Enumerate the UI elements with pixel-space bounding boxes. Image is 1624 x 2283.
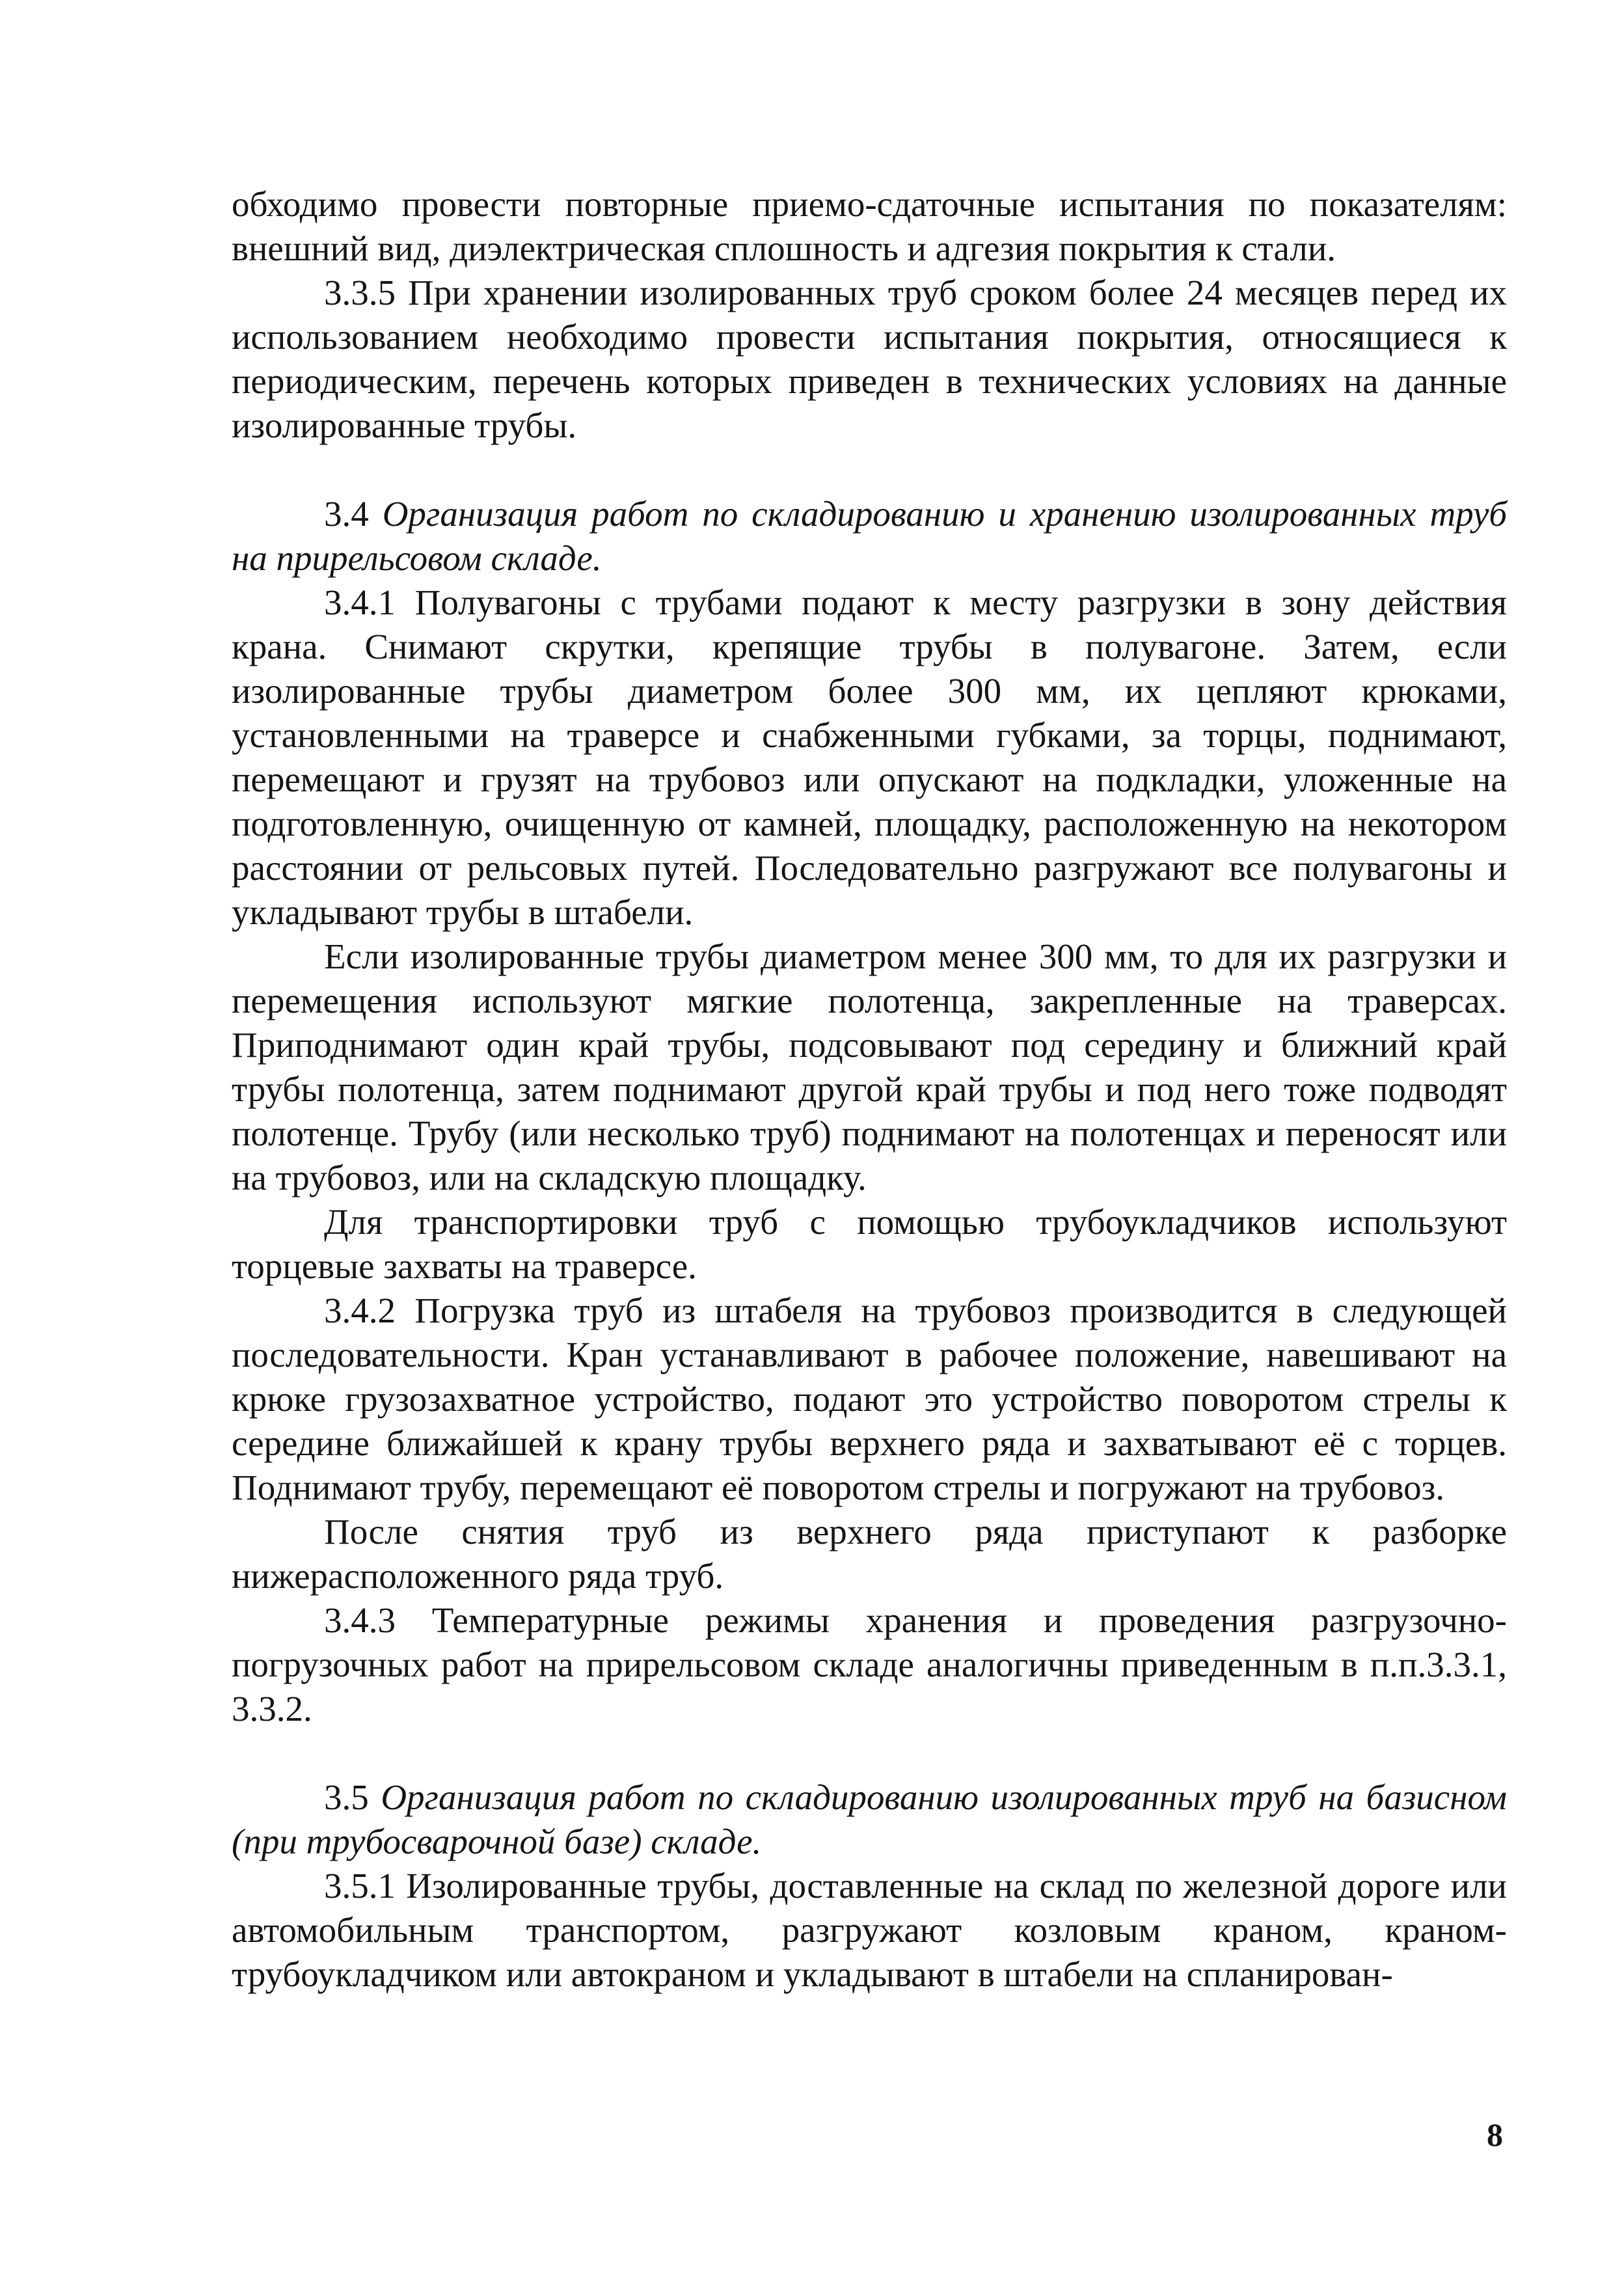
paragraph-3-3-5: 3.3.5 При хранении изолированных труб сроком более 24 месяцев перед их использованием необходимо провести испытания покрытия, относящиеся к периодическим, перечень которых приведен в технических условиях на данные изолированные трубы.: [232, 273, 1507, 445]
section-title: Организация работ по складированию изолированных труб на базисном (при трубосварочной базе) складе.: [232, 1777, 1508, 1861]
paragraph-lower-row: После снятия труб из верхнего ряда приступают к разборке нижерасположенного ряда труб.: [232, 1512, 1507, 1596]
paragraph-small-pipes: Если изолированные трубы диаметром менее 300 мм, то для их разгрузки и перемещения используют мягкие полотенца, закрепленные на траверсах. Приподнимают один край трубы, подсовывают под середину и ближний край трубы полотенца, затем поднимают другой край трубы и под него тоже подводят полотенце. Трубу (или несколько труб) поднимают на полотенцах и переносят или на трубовоз, или на складскую площадку.: [232, 936, 1507, 1197]
section-number: 3.5: [324, 1777, 369, 1817]
section-number: 3.4: [324, 494, 369, 534]
section-heading-3-4: [232, 492, 1507, 581]
document-body: [232, 182, 1507, 1997]
section-heading-3-5: [232, 1775, 1507, 1864]
paragraph-continuation: обходимо провести повторные приемо-сдаточные испытания по показателям: внешний вид, диэлектрическая сплошность и адгезия покрытия к стали.: [232, 184, 1507, 268]
paragraph-3-5-1: 3.5.1 Изолированные трубы, доставленные на склад по железной дороге или автомобильным транспортом, разгружают козловым краном, краном-трубоукладчиком или автокраном и укладывают в штабели на спланирован-: [232, 1866, 1507, 1994]
section-title: Организация работ по складированию и хранению изолированных труб на прирельсовом складе.: [232, 494, 1508, 578]
paragraph-3-4-2: 3.4.2 Погрузка труб из штабеля на трубовоз производится в следующей последовательности. Кран устанавливают в рабочее положение, навешивают на крюке грузозахватное устройство, подают это устройство поворотом стрелы к середине ближайшей к крану трубы верхнего ряда и захватывают её с торцев. Поднимают трубу, перемещают её поворотом стрелы и погружают на трубовоз.: [232, 1291, 1507, 1507]
paragraph-pipelayers: Для транспортировки труб с помощью трубоукладчиков используют торцевые захваты на траверсе.: [232, 1202, 1507, 1286]
paragraph-3-4-3: 3.4.3 Температурные режимы хранения и проведения разгрузочно-погрузочных работ на прирельсовом складе аналогичны приведенным в п.п.3.3.1, 3.3.2.: [232, 1600, 1507, 1729]
page-number: 8: [1487, 2116, 1503, 2153]
paragraph-3-4-1: 3.4.1 Полувагоны с трубами подают к месту разгрузки в зону действия крана. Снимают скрутки, крепящие трубы в полувагоне. Затем, если изолированные трубы диаметром более 300 мм, их цепляют крюками, установленными на траверсе и снабженными губками, за торцы, поднимают, перемещают и грузят на трубовоз или опускают на подкладки, уложенные на подготовленную, очищенную от камней, площадку, расположенную на некотором расстоянии от рельсовых путей. Последовательно разгружают все полувагоны и укладывают трубы в штабели.: [232, 582, 1507, 932]
